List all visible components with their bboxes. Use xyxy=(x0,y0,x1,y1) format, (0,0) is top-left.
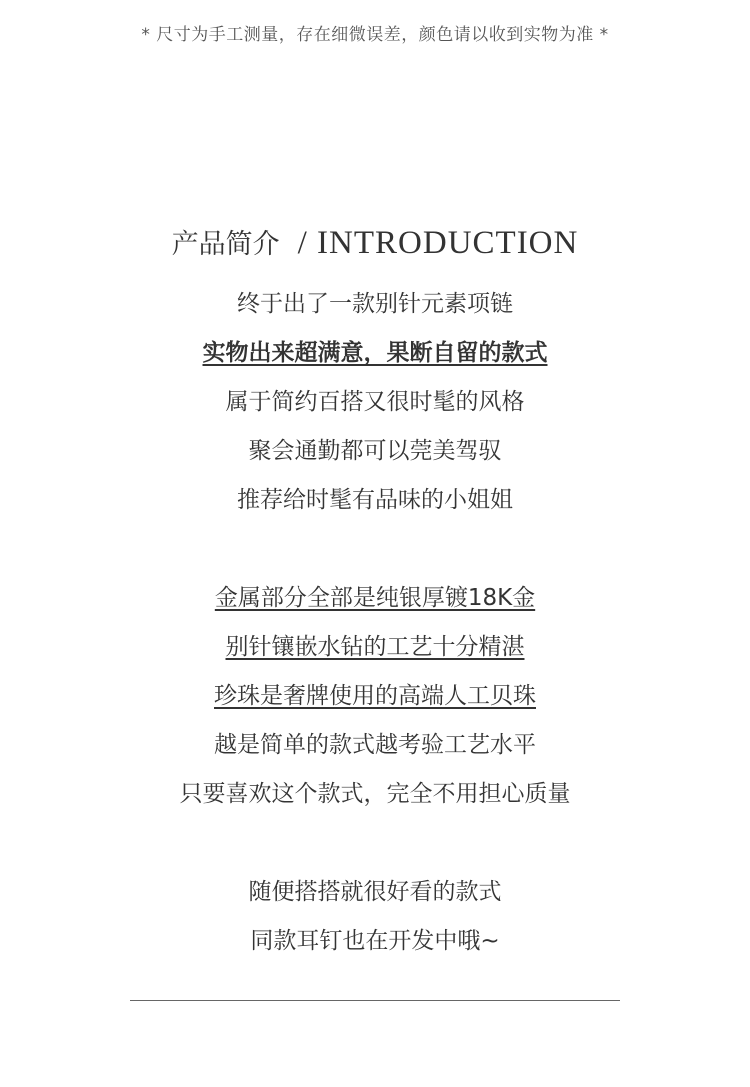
material-line-3: 珍珠是奢牌使用的高端人工贝珠 xyxy=(214,683,536,709)
heading-english: / INTRODUCTION xyxy=(297,225,579,261)
material-line-1: 金属部分全部是纯银厚镀18K金 xyxy=(214,585,536,611)
closing-line-1: 随便搭搭就很好看的款式 xyxy=(248,879,502,905)
material-line-2: 别针镶嵌水钻的工艺十分精湛 xyxy=(225,634,525,660)
section-heading xyxy=(0,222,750,262)
divider-line xyxy=(130,1000,620,1001)
heading-chinese: 产品简介 xyxy=(171,229,280,260)
intro-line-1: 终于出了一款别针元素项链 xyxy=(237,291,513,317)
intro-line-4: 聚会通勤都可以莞美驾驭 xyxy=(248,438,502,464)
material-line-5: 只要喜欢这个款式，完全不用担心质量 xyxy=(179,781,571,807)
intro-line-3: 属于简约百搭又很时髦的风格 xyxy=(225,389,525,415)
material-line-4: 越是简单的款式越考验工艺水平 xyxy=(214,732,536,758)
intro-line-5: 推荐给时髦有品味的小姐姐 xyxy=(237,487,513,513)
closing-line-2: 同款耳钉也在开发中哦~ xyxy=(250,928,500,954)
intro-line-2: 实物出来超满意，果断自留的款式 xyxy=(202,340,548,366)
measurement-notice: * 尺寸为手工测量，存在细微误差，颜色请以收到实物为准 * xyxy=(141,25,609,45)
